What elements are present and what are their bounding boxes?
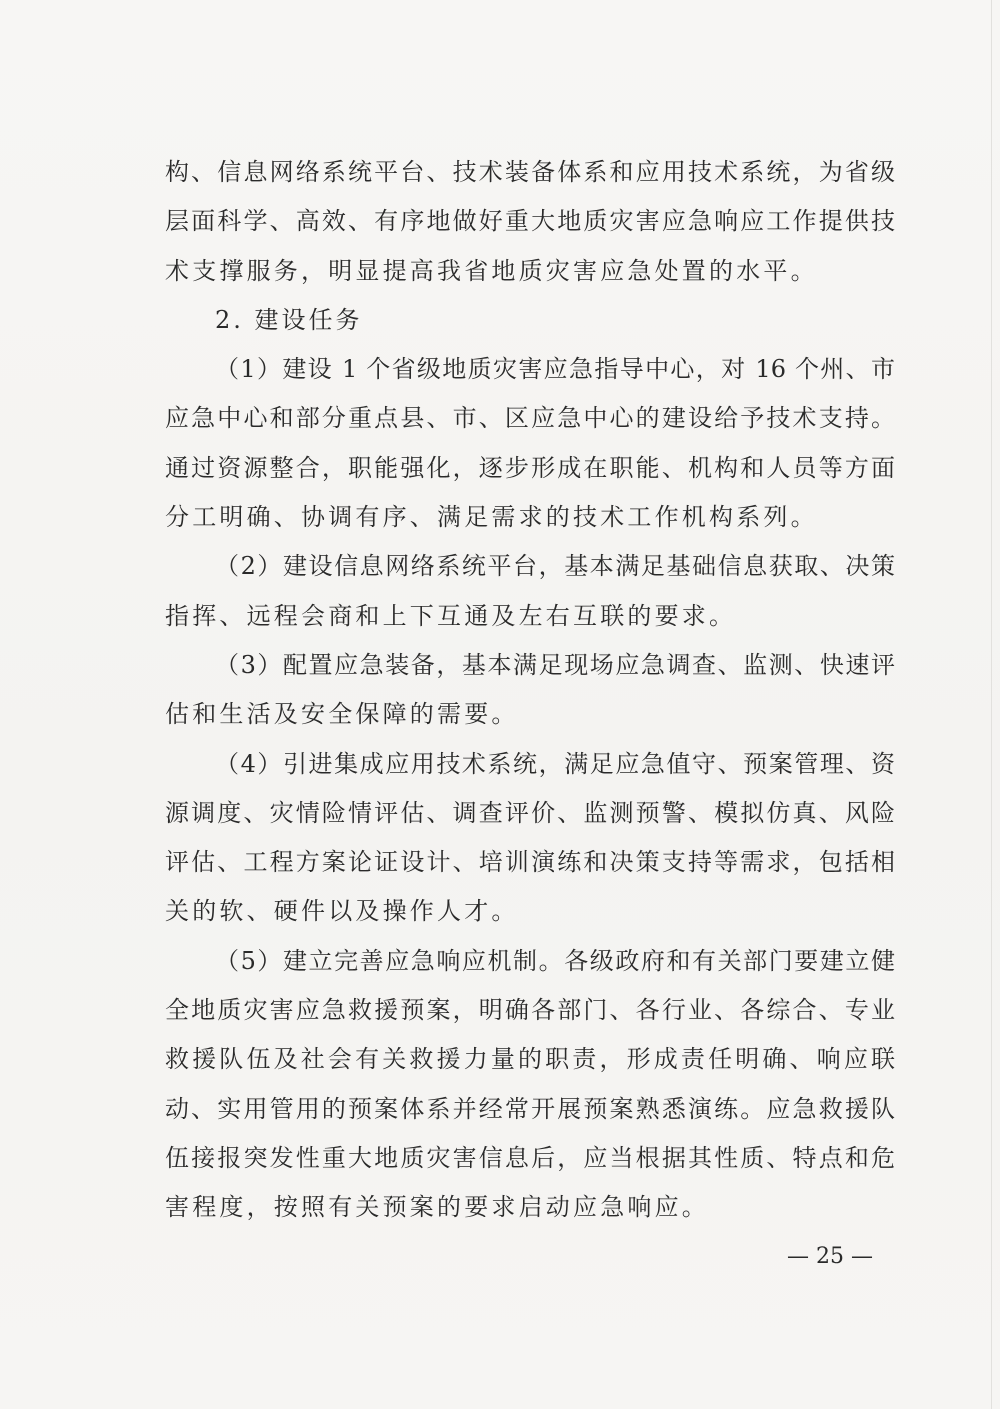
text-line: 构、信息网络系统平台、技术装备体系和应用技术系统，为省级	[165, 158, 895, 186]
text-line: （1）建设 1 个省级地质灾害应急指导中心，对 16 个州、市	[215, 355, 895, 384]
text-line: 源调度、灾情险情评估、调查评价、监测预警、模拟仿真、风险	[165, 798, 895, 827]
text-line: 动、实用管用的预案体系并经常开展预案熟悉演练。应急救援队	[165, 1094, 895, 1123]
text-line: 伍接报突发性重大地质灾害信息后，应当根据其性质、特点和危	[165, 1143, 895, 1172]
text-line: 分工明确、协调有序、满足需求的技术工作机构系列。	[165, 503, 818, 532]
text-line: （5）建立完善应急响应机制。各级政府和有关部门要建立健	[215, 946, 895, 975]
text-line: （4）引进集成应用技术系统，满足应急值守、预案管理、资	[215, 749, 895, 778]
text-line: 层面科学、高效、有序地做好重大地质灾害应急响应工作提供技	[165, 207, 895, 236]
text-line: 评估、工程方案论证设计、培训演练和决策支持等需求，包括相	[165, 848, 895, 877]
text-line: 应急中心和部分重点县、市、区应急中心的建设给予技术支持。	[165, 404, 895, 433]
text-line: 指挥、远程会商和上下互通及左右互联的要求。	[165, 601, 737, 630]
scan-edge-line	[991, 0, 992, 1409]
text-line: （2）建设信息网络系统平台，基本满足基础信息获取、决策	[215, 552, 895, 581]
text-line: 救援队伍及社会有关救援力量的职责，形成责任明确、响应联	[165, 1045, 895, 1074]
section-heading: 2. 建设任务	[215, 305, 363, 334]
page-number: — 25 —	[787, 1244, 873, 1269]
text-line: 估和生活及安全保障的需要。	[165, 700, 519, 729]
text-line: （3）配置应急装备，基本满足现场应急调查、监测、快速评	[215, 650, 895, 679]
text-line: 害程度，按照有关预案的要求启动应急响应。	[165, 1193, 709, 1222]
text-line: 通过资源整合，职能强化，逐步形成在职能、机构和人员等方面	[165, 453, 895, 482]
text-line: 术支撑服务，明显提高我省地质灾害应急处置的水平。	[165, 256, 818, 285]
body-text	[165, 148, 895, 1233]
text-line: 关的软、硬件以及操作人才。	[165, 897, 519, 926]
text-line: 全地质灾害应急救援预案，明确各部门、各行业、各综合、专业	[165, 996, 895, 1025]
